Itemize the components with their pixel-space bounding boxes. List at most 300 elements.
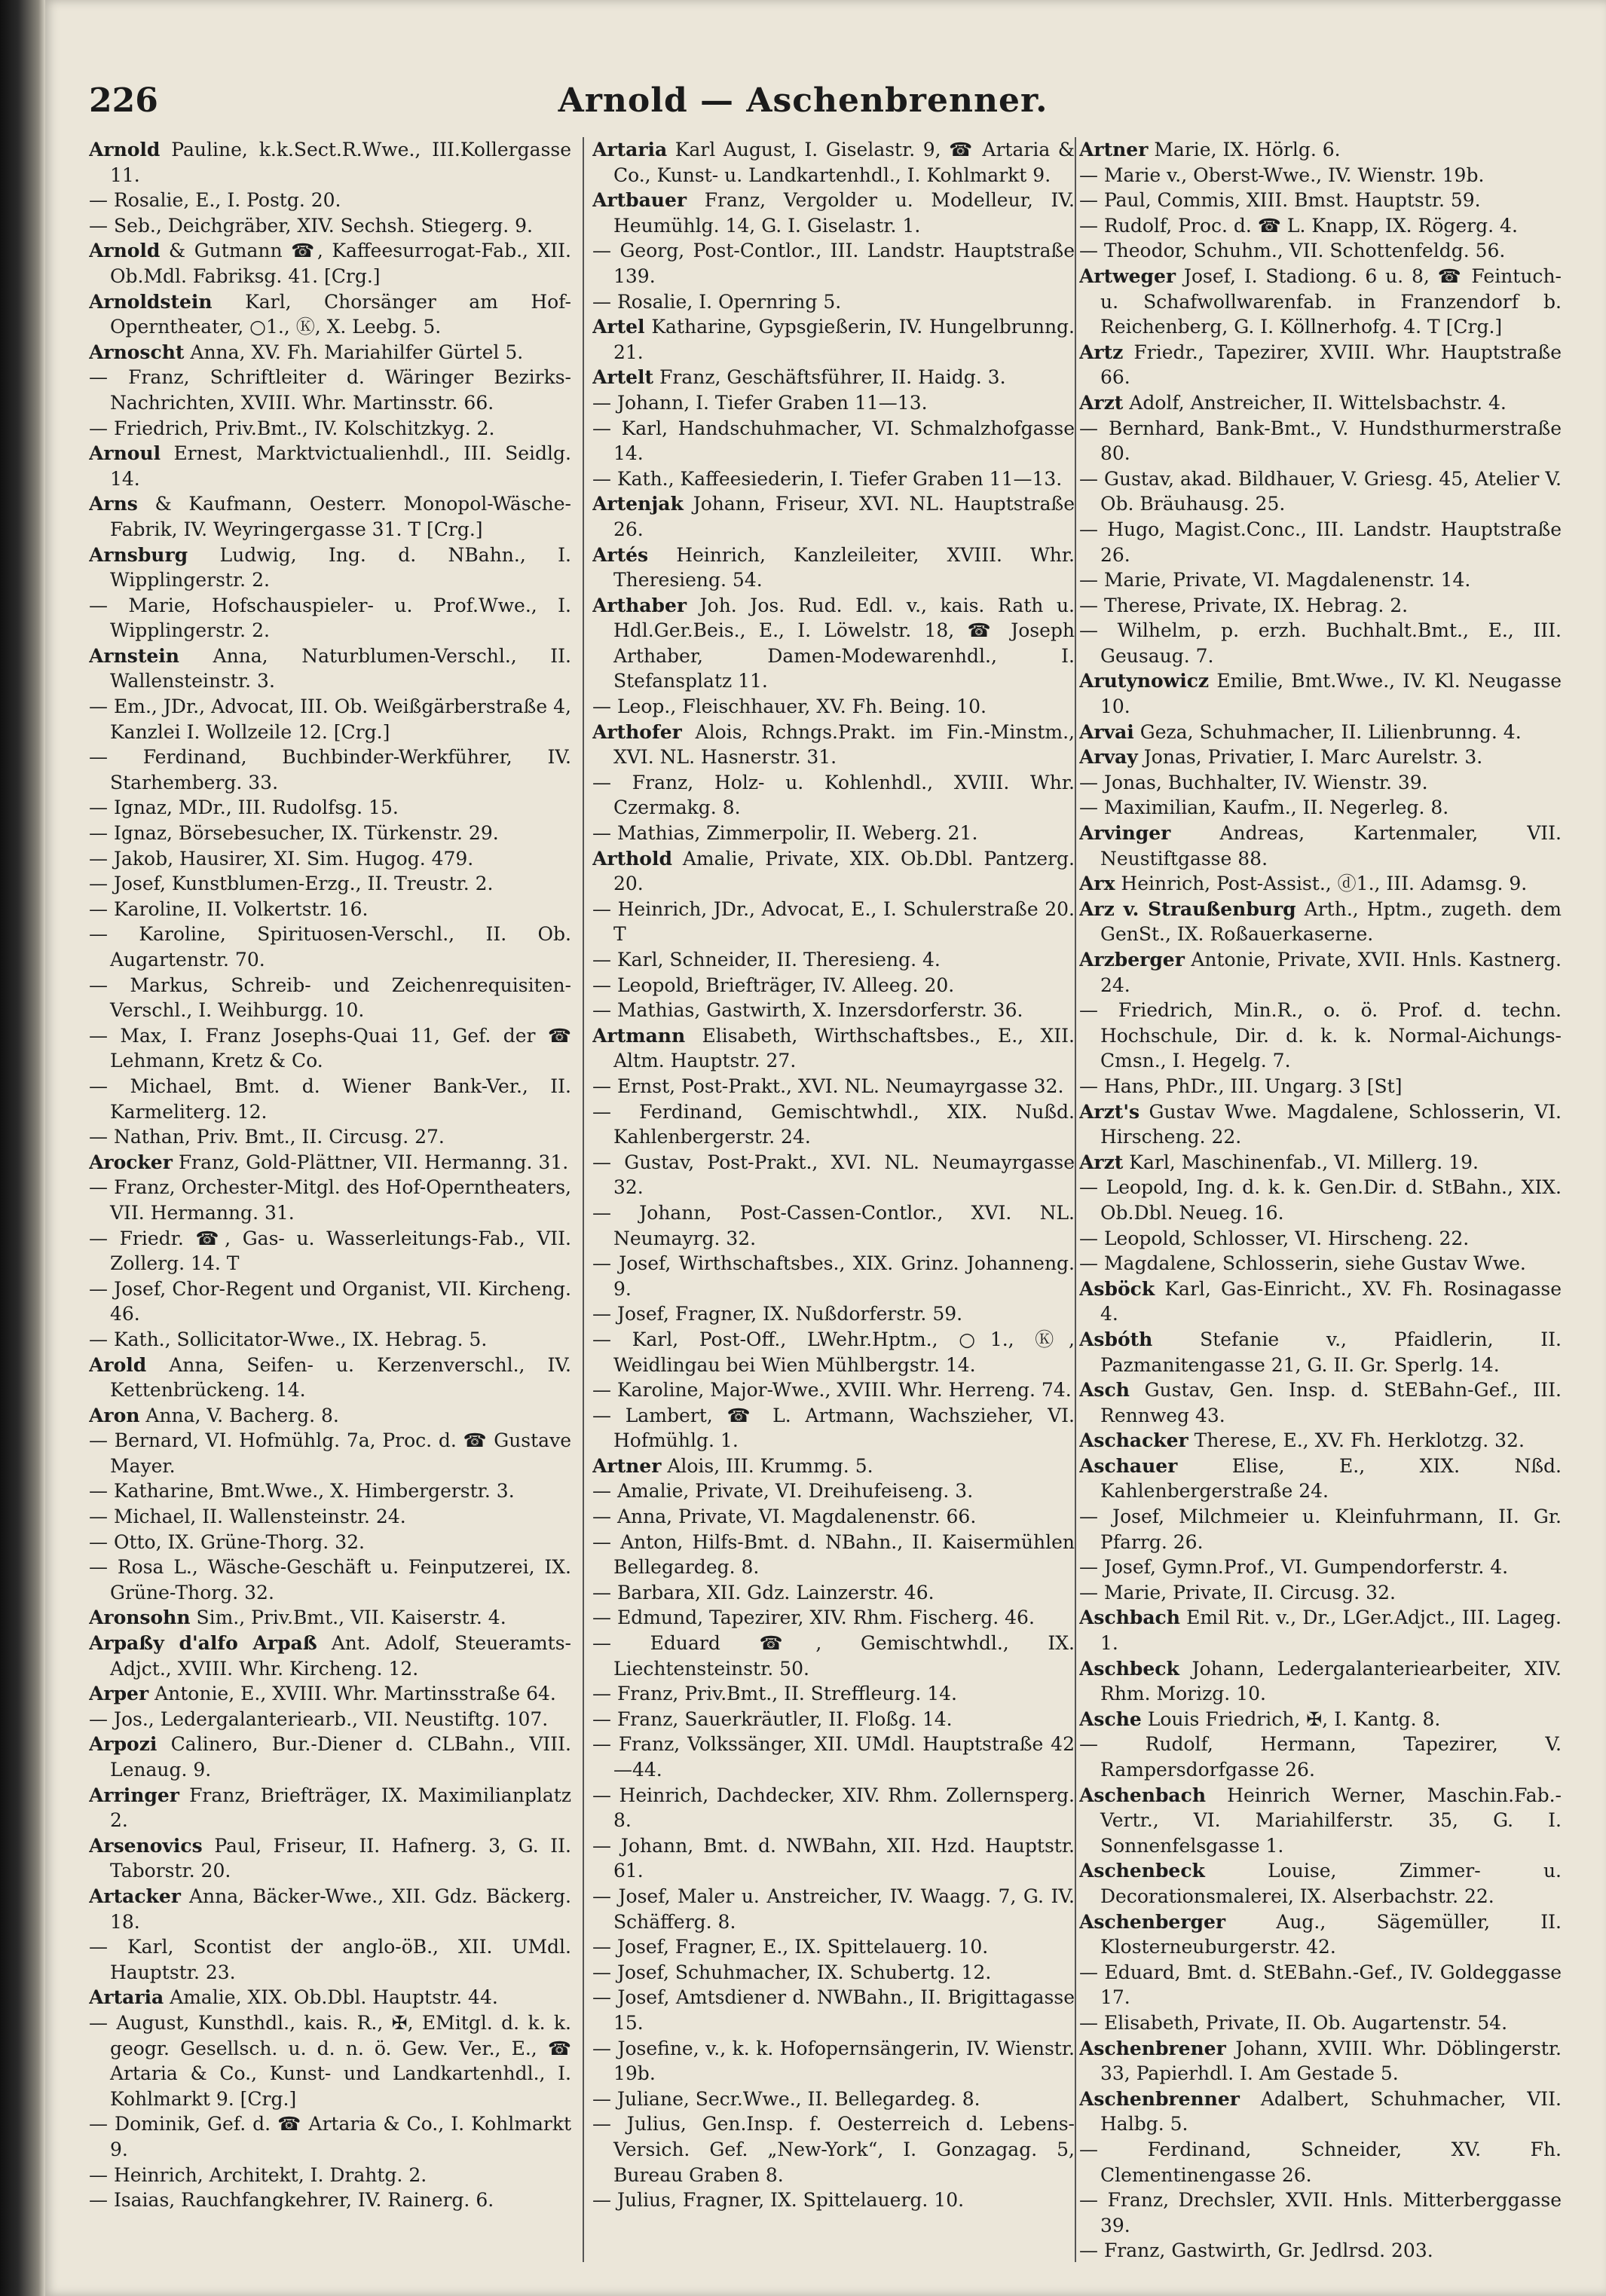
entry-details: — Jakob, Hausirer, XI. Sim. Hugog. 479. [89, 847, 474, 870]
directory-entry [89, 213, 571, 239]
entry-surname: Arthaber [592, 594, 687, 616]
entry-details: — Josef, Gymn.Prof., VI. Gumpendorferstr. 4. [1079, 1556, 1509, 1579]
entry-details: — Marie, Private, II. Circusg. 32. [1079, 1581, 1396, 1604]
directory-entry [592, 1783, 1075, 1833]
entry-surname: Artner [592, 1454, 662, 1477]
entry-surname: Asche [1079, 1707, 1142, 1730]
directory-entry [592, 1377, 1075, 1403]
entry-details: — Franz, Volkssänger, XII. UMdl. Hauptstraße 42—44. [592, 1733, 1075, 1781]
directory-entry [592, 973, 1075, 998]
entry-surname: Aschenbach [1079, 1784, 1207, 1806]
entry-details: — Hans, PhDr., III. Ungarg. 3 [St] [1079, 1075, 1403, 1097]
entry-details: — Juliane, Secr.Wwe., II. Bellegardeg. 8. [592, 2087, 980, 2110]
entry-details: — Amalie, Private, VI. Dreihufeiseng. 3. [592, 1480, 974, 1503]
entry-details: Gustav Wwe. Magdalene, Schlosserin, VI. Hirscheng. 22. [1100, 1100, 1562, 1148]
directory-entry [592, 947, 1075, 973]
entry-details: — Mathias, Zimmerpolir, II. Weberg. 21. [592, 822, 978, 845]
directory-entry [592, 998, 1075, 1023]
entry-details: — Katharine, Bmt.Wwe., X. Himbergerstr. 3. [89, 1480, 515, 1503]
entry-surname: Arringer [89, 1784, 179, 1806]
entry-details: Aug., Sägemüller, II. Klosterneuburgerstr. 42. [1100, 1910, 1562, 1958]
directory-entry [592, 1530, 1075, 1580]
entry-details: — Heinrich, Architekt, I. Drahtg. 2. [89, 2163, 427, 2186]
directory-entry [1079, 795, 1562, 821]
directory-entry [1079, 1555, 1562, 1580]
directory-entry [89, 1681, 571, 1707]
entry-details: — Leopold, Briefträger, IV. Alleeg. 20. [592, 974, 955, 996]
directory-entry [592, 289, 1075, 315]
entry-details: Stefanie v., Pfaidlerin, II. Pazmanitengasse 21, G. II. Gr. Sperlg. 14. [1100, 1328, 1562, 1376]
directory-entry [1079, 1175, 1562, 1225]
entry-details: — Karl, Schneider, II. Theresieng. 4. [592, 949, 941, 971]
directory-entry [89, 1023, 571, 1074]
directory-entry [89, 821, 571, 846]
entry-details: — Barbara, XII. Gdz. Lainzerstr. 46. [592, 1581, 935, 1604]
entry-details: Johann, XVIII. Whr. Döblingerstr. 33, Papierhdl. I. Am Gestade 5. [1100, 2037, 1562, 2085]
directory-entry [1079, 567, 1562, 593]
entry-details: — Friedr. ☎, Gas- u. Wasserleitungs-Fab., VII. Zollerg. 14. T [89, 1227, 571, 1275]
entry-details: Antonie, Private, XVII. Hnls. Kastnerg. 24. [1100, 949, 1562, 996]
column-3 [1079, 137, 1562, 2277]
entry-details: — Heinrich, JDr., Advocat, E., I. Schulerstraße 20. T [592, 897, 1075, 946]
directory-entry [89, 238, 571, 289]
entry-surname: Artweger [1079, 264, 1176, 287]
directory-entry [592, 770, 1075, 821]
directory-entry [1079, 1428, 1562, 1454]
entry-surname: Arzt [1079, 1151, 1124, 1173]
directory-entry [592, 846, 1075, 897]
entry-details: — Karl, Handschuhmacher, VI. Schmalzhofgasse 14. [592, 417, 1075, 465]
entry-surname: Aronsohn [89, 1607, 191, 1629]
directory-entry [1079, 871, 1562, 897]
entry-details: Karl August, I. Giselastr. 9, ☎ Artaria & Co., Kunst- u. Landkartenhdl., I. Kohlmarkt 9. [613, 139, 1075, 186]
entry-surname: Aschauer [1079, 1454, 1178, 1477]
directory-entry [89, 795, 571, 821]
entry-details: — Anna, Private, VI. Magdalenenstr. 66. [592, 1506, 977, 1528]
entry-details: Johann, Friseur, XVI. NL. Hauptstraße 26. [613, 493, 1075, 540]
directory-entry [592, 593, 1075, 694]
directory-entry [592, 2187, 1075, 2213]
directory-entry [1079, 947, 1562, 998]
entry-surname: Aschenbeck [1079, 1860, 1205, 1882]
entry-details: — Bernard, VI. Hofmühlg. 7a, Proc. d. ☎ Gustave Mayer. [89, 1429, 571, 1477]
entry-details: Sim., Priv.Bmt., VII. Kaiserstr. 4. [190, 1607, 506, 1629]
directory-entry [1079, 1909, 1562, 1960]
entry-details: Elise, E., XIX. Nßd. Kahlenbergerstraße 24. [1100, 1454, 1562, 1503]
entry-surname: Asböck [1079, 1277, 1155, 1300]
directory-entry [1079, 2087, 1562, 2137]
directory-entry [89, 1985, 571, 2010]
directory-entry [592, 1327, 1075, 1377]
entry-details: — Dominik, Gef. d. ☎ Artaria & Co., I. Kohlmarkt 9. [89, 2113, 571, 2160]
entry-details: — Franz, Orchester-Mitgl. des Hof-Operntheaters, VII. Hermanng. 31. [89, 1176, 571, 1224]
entry-surname: Artaria [89, 1986, 164, 2009]
entry-details: Adolf, Anstreicher, II. Wittelsbachstr. 4. [1123, 391, 1507, 414]
directory-entry [89, 871, 571, 897]
entry-details: — Ferdinand, Schneider, XV. Fh. Clementinengasse 26. [1079, 2138, 1562, 2186]
entry-details: Friedr., Tapezirer, XVIII. Whr. Hauptstraße 66. [1100, 341, 1562, 389]
directory-entry [1079, 1707, 1562, 1732]
directory-entry [89, 644, 571, 694]
directory-entry [1079, 1960, 1562, 2010]
entry-details: — Josefine, v., k. k. Hofopernsängerin, IV. Wienstr. 19b. [592, 2037, 1075, 2085]
entry-surname: Aron [89, 1404, 140, 1426]
entry-details: — Karoline, Major-Wwe., XVIII. Whr. Herreng. 74. [592, 1379, 1072, 1402]
entry-surname: Arzt [1079, 391, 1124, 414]
entry-details: Emilie, Bmt.Wwe., IV. Kl. Neugasse 10. [1100, 670, 1562, 718]
directory-entry [1079, 2036, 1562, 2087]
entry-details: — Gustav, Post-Prakt., XVI. NL. Neumayrgasse 32. [592, 1151, 1075, 1199]
entry-details: — Leop., Fleischhauer, XV. Fh. Being. 10. [592, 696, 987, 718]
directory-entry [592, 1884, 1075, 1934]
directory-entry [1079, 1226, 1562, 1252]
directory-entry [592, 314, 1075, 365]
entry-details: — Ignaz, MDr., III. Rudolfsg. 15. [89, 796, 399, 819]
directory-entry [1079, 517, 1562, 567]
directory-entry [89, 744, 571, 795]
entry-details: Calinero, Bur.-Diener d. CLBahn., VIII. Lenaug. 9. [110, 1733, 571, 1781]
directory-entry [1079, 1074, 1562, 1099]
entry-details: — Josef, Maler u. Anstreicher, IV. Waagg. 7, G. IV. Schäfferg. 8. [592, 1885, 1075, 1933]
directory-entry [89, 1403, 571, 1429]
entry-details: — Ferdinand, Gemischtwhdl., XIX. Nußd. Kahlenbergerstr. 24. [592, 1100, 1075, 1148]
directory-entry [1079, 390, 1562, 416]
column-rule [583, 137, 584, 2262]
entry-details: — Em., JDr., Advocat, III. Ob. Weißgärberstraße 4, Kanzlei I. Wollzeile 12. [Crg.] [89, 696, 571, 743]
directory-entry [1079, 264, 1562, 340]
directory-entry [1079, 1377, 1562, 1428]
entry-details: — Bernhard, Bank-Bmt., V. Hundsthurmerstraße 80. [1079, 417, 1562, 465]
directory-entry [592, 2036, 1075, 2087]
directory-entry [592, 694, 1075, 720]
entry-details: Emil Rit. v., Dr., LGer.Adjct., III. Lageg. 1. [1100, 1607, 1562, 1655]
entry-details: — Franz, Holz- u. Kohlenhdl., XVIII. Whr. Czermakg. 8. [592, 771, 1075, 819]
entry-details: — Ernst, Post-Prakt., XVI. NL. Neumayrgasse 32. [592, 1075, 1064, 1097]
directory-entry [89, 1783, 571, 1833]
entry-details: — Elisabeth, Private, II. Ob. Augartenstr. 54. [1079, 2011, 1508, 2034]
entry-details: — Josef, Kunstblumen-Erzg., II. Treustr. 2. [89, 873, 494, 895]
directory-entry [1079, 618, 1562, 668]
entry-surname: Asch [1079, 1379, 1130, 1402]
entry-surname: Arutynowicz [1079, 670, 1210, 692]
entry-details: — Franz, Schriftleiter d. Wäringer Bezirks-Nachrichten, XVIII. Whr. Martinsstr. 66. [89, 366, 571, 414]
entry-surname: Arnoscht [89, 341, 185, 363]
entry-details: — Therese, Private, IX. Hebrag. 2. [1079, 594, 1409, 616]
entry-details: Paul, Friseur, II. Hafnerg. 3, G. II. Taborstr. 20. [110, 1834, 571, 1882]
entry-details: — Kath., Sollicitator-Wwe., IX. Hebrag. 5. [89, 1328, 488, 1350]
directory-entry [89, 1504, 571, 1530]
directory-entry [592, 1403, 1075, 1454]
entry-surname: Artel [592, 316, 645, 338]
directory-entry [1079, 466, 1562, 517]
column-2 [592, 137, 1075, 2277]
entry-details: — Anton, Hilfs-Bmt. d. NBahn., II. Kaisermühlen Bellegardeg. 8. [592, 1530, 1075, 1579]
entry-details: Therese, E., XV. Fh. Herklotzg. 32. [1188, 1429, 1525, 1452]
directory-entry [89, 1707, 571, 1732]
directory-entry [1079, 163, 1562, 188]
running-head: Arnold — Aschenbrenner. [558, 81, 1048, 120]
entry-surname: Artelt [592, 366, 654, 389]
directory-entry [1079, 2187, 1562, 2238]
directory-entry [89, 1884, 571, 1934]
entry-details: — Johann, Bmt. d. NWBahn, XII. Hzd. Hauptstr. 61. [592, 1834, 1075, 1882]
directory-entry [592, 1605, 1075, 1631]
directory-entry [592, 365, 1075, 390]
directory-entry [1079, 1504, 1562, 1555]
entry-surname: Arnold [89, 240, 161, 262]
directory-entry [592, 188, 1075, 238]
directory-entry [89, 2163, 571, 2188]
entry-details: — Hugo, Magist.Conc., III. Landstr. Hauptstraße 26. [1079, 518, 1562, 566]
entry-details: — Ferdinand, Buchbinder-Werkführer, IV. Starhemberg. 33. [89, 746, 571, 793]
entry-details: — Karoline, Spirituosen-Verschl., II. Ob. Augartenstr. 70. [89, 923, 571, 971]
entry-details: — Mathias, Gastwirth, X. Inzersdorferstr. 36. [592, 999, 1023, 1022]
directory-entry [89, 416, 571, 442]
directory-entry [89, 1631, 571, 1681]
entry-details: Anna, Seifen- u. Kerzenverschl., IV. Kettenbrückeng. 14. [110, 1353, 571, 1402]
column-rule [1075, 137, 1076, 2262]
directory-entry [1079, 213, 1562, 239]
directory-entry [1079, 668, 1562, 719]
directory-entry [89, 340, 571, 365]
entry-details: — Rosalie, I. Opernring 5. [592, 290, 842, 313]
directory-entry [89, 137, 571, 188]
directory-entry [592, 1023, 1075, 1074]
entry-details: — Seb., Deichgräber, XIV. Sechsh. Stiegerg. 9. [89, 214, 533, 237]
entry-surname: Arnold [89, 139, 161, 161]
entry-details: Marie, IX. Hörlg. 6. [1148, 139, 1341, 161]
directory-entry [1079, 593, 1562, 619]
entry-details: Anna, Naturblumen-Verschl., II. Wallensteinstr. 3. [110, 644, 571, 692]
directory-entry [1079, 188, 1562, 213]
entry-details: — Marie, Private, VI. Magdalenenstr. 14. [1079, 569, 1471, 592]
directory-entry [1079, 744, 1562, 770]
entry-details: — Rosalie, E., I. Postg. 20. [89, 189, 341, 212]
entry-surname: Aschenberger [1079, 1910, 1226, 1933]
directory-entry [1079, 1099, 1562, 1150]
entry-surname: Artenjak [592, 493, 684, 515]
directory-entry [1079, 1605, 1562, 1656]
directory-entry [592, 1985, 1075, 2035]
entry-surname: Arsenovics [89, 1834, 203, 1857]
entry-surname: Arold [89, 1353, 147, 1376]
entry-surname: Artz [1079, 341, 1124, 363]
entry-surname: Arpozi [89, 1733, 158, 1756]
directory-entry [592, 1631, 1075, 1681]
scan-edge-shadow [0, 0, 45, 2296]
column-1 [89, 137, 571, 2277]
directory-entry [1079, 1783, 1562, 1859]
directory-entry [89, 1530, 571, 1555]
directory-entry [592, 1251, 1075, 1301]
directory-entry [89, 1833, 571, 1884]
entry-details: — Michael, II. Wallensteinstr. 24. [89, 1506, 406, 1528]
entry-details: — Maximilian, Kaufm., II. Negerleg. 8. [1079, 796, 1449, 819]
directory-entry [1079, 238, 1562, 264]
directory-entry [89, 922, 571, 972]
directory-entry [89, 1124, 571, 1150]
directory-entry [592, 1580, 1075, 1606]
entry-details: Ernest, Marktvictualienhdl., III. Seidlg. 14. [110, 442, 571, 490]
directory-entry [592, 1454, 1075, 1479]
directory-entry [592, 1099, 1075, 1150]
entry-surname: Arnoldstein [89, 290, 213, 313]
entry-details: Arth., Hptm., zugeth. dem GenSt., IX. Roßauerkaserne. [1100, 897, 1562, 946]
directory-entry [1079, 1150, 1562, 1176]
entry-details: Louis Friedrich, ✠, I. Kantg. 8. [1141, 1707, 1441, 1730]
directory-entry [89, 1353, 571, 1403]
entry-details: — Kath., Kaffeesiederin, I. Tiefer Graben 11—13. [592, 467, 1063, 490]
entry-details: — Josef, Milchmeier u. Kleinfuhrmann, II. Gr. Pfarrg. 26. [1079, 1506, 1562, 1553]
directory-entry [592, 2111, 1075, 2187]
entry-details: Franz, Vergolder u. Modelleur, IV. Heumühlg. 14, G. I. Giselastr. 1. [613, 189, 1075, 237]
directory-entry [592, 238, 1075, 289]
entry-details: Alois, Rchngs.Prakt. im Fin.-Minstm., XVI. NL. Hasnerstr. 31. [613, 720, 1075, 769]
entry-details: — Franz, Drechsler, XVII. Hnls. Mitterberggasse 39. [1079, 2189, 1562, 2236]
directory-entry [592, 1934, 1075, 1960]
entry-details: Geza, Schuhmacher, II. Lilienbrunng. 4. [1133, 720, 1522, 743]
directory-entry [1079, 2010, 1562, 2036]
entry-surname: Arx [1079, 873, 1115, 895]
entry-details: — Franz, Priv.Bmt., II. Streffleurg. 14. [592, 1683, 957, 1705]
directory-entry [89, 289, 571, 340]
entry-surname: Arz v. Straußenburg [1079, 897, 1296, 920]
entry-details: — Isaias, Rauchfangkehrer, IV. Rainerg. 6. [89, 2189, 494, 2212]
entry-details: Pauline, k.k.Sect.R.Wwe., III.Kollergasse 11. [110, 139, 571, 186]
directory-entry [89, 1934, 571, 1985]
entry-details: Ludwig, Ing. d. NBahn., I. Wipplingerstr. 2. [110, 543, 571, 592]
entry-details: — Leopold, Ing. d. k. k. Gen.Dir. d. StBahn., XIX. Ob.Dbl. Neueg. 16. [1079, 1176, 1562, 1224]
entry-details: — Heinrich, Dachdecker, XIV. Rhm. Zollernsperg. 8. [592, 1784, 1075, 1832]
entry-details: Heinrich, Kanzleileiter, XVIII. Whr. Theresieng. 54. [613, 543, 1075, 592]
directory-entry [89, 1478, 571, 1504]
entry-details: Karl, Chorsänger am Hof-Operntheater, ○1., Ⓚ, X. Leebg. 5. [110, 290, 571, 338]
directory-entry [592, 1732, 1075, 1782]
entry-details: — Wilhelm, p. erzh. Buchhalt.Bmt., E., III. Geusaug. 7. [1079, 619, 1562, 667]
directory-entry [89, 491, 571, 542]
directory-entry [1079, 340, 1562, 390]
directory-entry [592, 466, 1075, 492]
entry-surname: Artaria [592, 139, 668, 161]
entry-details: Josef, I. Stadiong. 6 u. 8, ☎ Feintuch- u. Schafwollwarenfab. in Franzendorf b. Reichenberg, G. I. Köllnerhofg. 4. T [Crg.] [1100, 264, 1562, 338]
entry-details: — Gustav, akad. Bildhauer, V. Griesg. 45, Atelier V. Ob. Bräuhausg. 25. [1079, 467, 1562, 515]
entry-surname: Arocker [89, 1151, 173, 1173]
directory-entry [1079, 1732, 1562, 1782]
entry-details: — Magdalene, Schlosserin, siehe Gustav Wwe. [1079, 1252, 1526, 1275]
entry-details: — Friedrich, Min.R., o. ö. Prof. d. techn. Hochschule, Dir. d. k. k. Normal-Aichungs-Cmsn., I. Hegelg. 7. [1079, 999, 1562, 1072]
directory-entry [592, 1833, 1075, 1884]
entry-details: — Marie v., Oberst-Wwe., IV. Wienstr. 19b. [1079, 164, 1485, 186]
directory-entry [592, 720, 1075, 770]
directory-entry [1079, 897, 1562, 947]
entry-details: Alois, III. Krummg. 5. [661, 1454, 873, 1477]
entry-surname: Arthofer [592, 720, 682, 743]
entry-details: — Karl, Scontist der anglo-öB., XII. UMdl. Hauptstr. 23. [89, 1936, 571, 1983]
entry-details: Franz, Geschäftsführer, II. Haidg. 3. [653, 366, 1006, 389]
entry-surname: Artner [1079, 139, 1149, 161]
directory-entry [1079, 720, 1562, 745]
entry-details: — Karoline, II. Volkertstr. 16. [89, 897, 369, 920]
entry-details: — Georg, Post-Contlor., III. Landstr. Hauptstraße 139. [592, 240, 1075, 287]
entry-surname: Arnsburg [89, 543, 188, 566]
directory-entry [89, 1226, 571, 1276]
directory-entry [1079, 2137, 1562, 2187]
directory-entry [89, 1276, 571, 1327]
entry-details: Franz, Gold-Plättner, VII. Hermanng. 31. [172, 1151, 569, 1173]
entry-details: — Franz, Sauerkräutler, II. Floßg. 14. [592, 1707, 953, 1730]
entry-surname: Asbóth [1079, 1328, 1153, 1350]
entry-details: — Franz, Gastwirth, Gr. Jedlrsd. 203. [1079, 2239, 1433, 2262]
directory-entry [89, 973, 571, 1023]
directory-entry [89, 897, 571, 922]
entry-details: Karl, Gas-Einricht., XV. Fh. Rosinagasse 4. [1100, 1277, 1562, 1325]
entry-details: — Leopold, Schlosser, VI. Hirscheng. 22. [1079, 1227, 1470, 1249]
entry-details: — Jonas, Buchhalter, IV. Wienstr. 39. [1079, 771, 1428, 793]
directory-entry [1079, 137, 1562, 163]
entry-details: — Nathan, Priv. Bmt., II. Circusg. 27. [89, 1126, 445, 1148]
directory-entry [1079, 1251, 1562, 1276]
entry-details: — Josef, Fragner, E., IX. Spittelauerg. 10. [592, 1936, 989, 1958]
directory-entry [592, 543, 1075, 593]
directory-entry [1079, 998, 1562, 1074]
directory-entry [1079, 1327, 1562, 1377]
directory-entry [592, 1960, 1075, 1986]
directory-entry [1079, 1656, 1562, 1707]
directory-entry [89, 1175, 571, 1225]
entry-details: Anna, V. Bacherg. 8. [139, 1404, 339, 1426]
entry-surname: Arns [89, 493, 138, 515]
entry-details: — Eduard ☎, Gemischtwhdl., IX. Liechtensteinstr. 50. [592, 1632, 1075, 1680]
entry-details: — August, Kunsthdl., kais. R., ✠, EMitgl. d. k. k. geogr. Gesellsch. u. d. n. ö. Gew. Ver., E., ☎ Artaria & Co., Kunst- und Landkartenhdl., I. Kohlmarkt 9. [Crg.] [89, 2011, 571, 2110]
directory-entry [592, 137, 1075, 188]
entry-details: Amalie, Private, XIX. Ob.Dbl. Pantzerg. 20. [613, 847, 1075, 895]
entry-surname: Artés [592, 543, 649, 566]
directory-entry [89, 1555, 571, 1605]
entry-details: Jonas, Privatier, I. Marc Aurelstr. 3. [1137, 746, 1483, 769]
entry-surname: Arnstein [89, 644, 179, 667]
entry-surname: Aschenbrener [1079, 2037, 1226, 2059]
entry-surname: Arthold [592, 847, 672, 870]
entry-details: — Rudolf, Proc. d. ☎ L. Knapp, IX. Rögerg. 4. [1079, 214, 1518, 237]
directory-entry [89, 365, 571, 415]
directory-entry [592, 897, 1075, 947]
directory-entry [592, 1478, 1075, 1504]
directory-entry [592, 821, 1075, 846]
directory-entry [1079, 2238, 1562, 2264]
directory-entry [592, 390, 1075, 416]
entry-surname: Arnoul [89, 442, 161, 465]
directory-entry [89, 1074, 571, 1124]
entry-surname: Arzt's [1079, 1100, 1140, 1123]
entry-surname: Aschbach [1079, 1607, 1180, 1629]
directory-entry [89, 1428, 571, 1478]
entry-details: — Johann, I. Tiefer Graben 11—13. [592, 391, 928, 414]
entry-details: — Edmund, Tapezirer, XIV. Rhm. Fischerg. 46. [592, 1607, 1035, 1629]
entry-surname: Arvay [1079, 746, 1138, 769]
entry-details: — Josef, Chor-Regent und Organist, VII. Kircheng. 46. [89, 1277, 571, 1325]
directory-entry [592, 416, 1075, 466]
directory-entry [89, 441, 571, 491]
entry-surname: Artbauer [592, 189, 687, 212]
directory-entry [592, 491, 1075, 542]
entry-details: — Rudolf, Hermann, Tapezirer, V. Rampersdorfgasse 26. [1079, 1733, 1562, 1781]
directory-entry [89, 1732, 571, 1782]
entry-surname: Aschbeck [1079, 1657, 1179, 1680]
entry-surname: Aschenbrenner [1079, 2087, 1240, 2110]
directory-entry [592, 1301, 1075, 1327]
entry-details: — Marie, Hofschauspieler- u. Prof.Wwe., I. Wipplingerstr. 2. [89, 594, 571, 642]
entry-details: — Markus, Schreib- und Zeichenrequisiten-Verschl., I. Weihburgg. 10. [89, 974, 571, 1022]
